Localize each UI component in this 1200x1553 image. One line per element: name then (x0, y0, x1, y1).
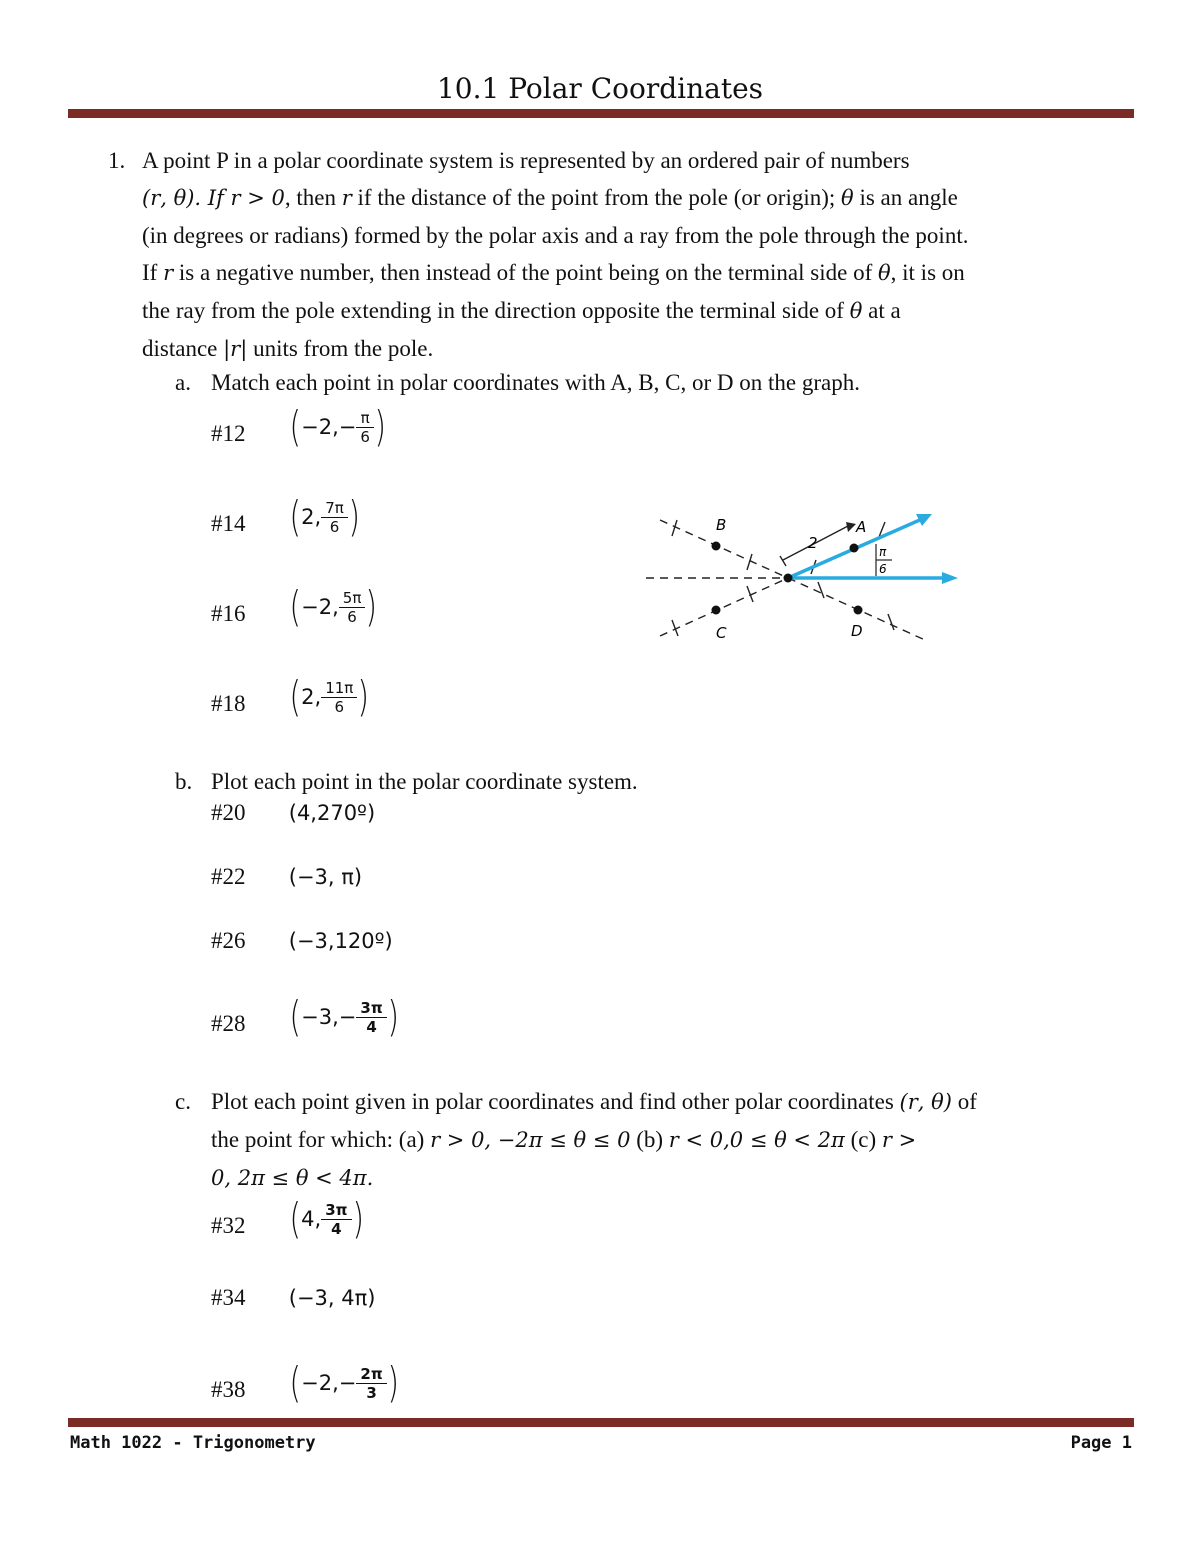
label-angle-numerator: π (879, 545, 887, 559)
label-b: B (716, 516, 727, 534)
page-title: 10.1 Polar Coordinates (436, 72, 764, 105)
item-number: 1. (108, 148, 126, 173)
problem-12: #12 ( −2, − $\frac{\pi}{6}$ ) (211, 402, 386, 451)
point-d (854, 606, 863, 615)
problem-26: #26 (−3,120º) (211, 928, 393, 953)
problem-32: #32 ( 4, $\frac{3\pi}{4}$ ) (211, 1194, 364, 1243)
problem-18: #18 ( 2, $\frac{11\pi}{6}$ ) (211, 672, 370, 721)
tick (818, 582, 824, 598)
part-a-instruction: a. Match each point in polar coordinates with A, B, C, or D on the graph. (175, 370, 860, 395)
label-d: D (851, 622, 863, 640)
intro-paragraph (108, 142, 1138, 368)
point-c (712, 606, 721, 615)
label-angle-denominator: 6 (879, 562, 887, 576)
polar-axis-arrow (942, 572, 958, 584)
polar-point: ( 4, $\frac{3\pi}{4}$ ) (289, 1194, 364, 1243)
intro-text: A point P in a polar coordinate system is represented by an ordered pair of numbers (𝑟, 𝜃). If 𝑟 > 0, then 𝑟 if the distance of the point from the pole (or origin); 𝜃 is an angle (in degrees or radians) formed by the polar axis and a ray from the pole through the point. If 𝑟 is a negative number, then instead of the point being on the terminal side of 𝜃, it is on the ray from the pole extending in the direction opposite the terminal side of 𝜃 at a distance |𝑟| units from the pole. (142, 148, 969, 361)
point-a (850, 544, 859, 553)
polar-point: ( −2, − $\frac{2\pi}{3}$ ) (289, 1358, 399, 1407)
polar-point: ( 2, $\frac{7\pi}{6}$ ) (289, 492, 360, 541)
problem-16: #16 ( −2, $\frac{5\pi}{6}$ ) (211, 582, 378, 631)
header-rule (68, 109, 1134, 118)
polar-point: ( −2, $\frac{5\pi}{6}$ ) (289, 582, 378, 631)
tick (888, 614, 894, 630)
pole-point (784, 574, 793, 583)
polar-point: ( 2, $\frac{11\pi}{6}$ ) (289, 672, 370, 721)
point-b (712, 542, 721, 551)
problem-34: #34 (−3, 4π) (211, 1285, 376, 1310)
tick (780, 556, 786, 566)
problem-28: #28 ( −3, − $\frac{3\pi}{4}$ ) (211, 992, 399, 1041)
problem-14: #14 ( 2, $\frac{7\pi}{6}$ ) (211, 492, 360, 541)
footer-rule (68, 1418, 1134, 1427)
footer-course: Math 1022 - Trigonometry (70, 1433, 316, 1453)
part-b-instruction: b. Plot each point in the polar coordinate system. (175, 769, 638, 794)
label-c: C (716, 624, 727, 642)
footer-page-number: Page 1 (1070, 1433, 1132, 1453)
problem-20: #20 (4,270º) (211, 800, 376, 825)
polar-point: ( −2, − $\frac{\pi}{6}$ ) (289, 402, 386, 451)
polar-graph (640, 500, 970, 650)
part-c-instruction: c. Plot each point given in polar coordinates and find other polar coordinates (𝑟, 𝜃) of the point for which: (a) 𝑟 > 0, −2𝜋 ≤ 𝜃 ≤ 0 (b) 𝑟 < 0,0 ≤ 𝜃 < 2𝜋 (c) 𝑟 > 0, 2𝜋 ≤ 𝜃 < 4𝜋. (175, 1089, 977, 1190)
label-distance: 2 (808, 534, 818, 552)
label-a: A (856, 518, 867, 536)
polar-point: ( −3, − $\frac{3\pi}{4}$ ) (289, 992, 399, 1041)
problem-38: #38 ( −2, − $\frac{2\pi}{3}$ ) (211, 1358, 399, 1407)
marker-arrow (846, 522, 856, 532)
problem-22: #22 (−3, π) (211, 864, 363, 889)
